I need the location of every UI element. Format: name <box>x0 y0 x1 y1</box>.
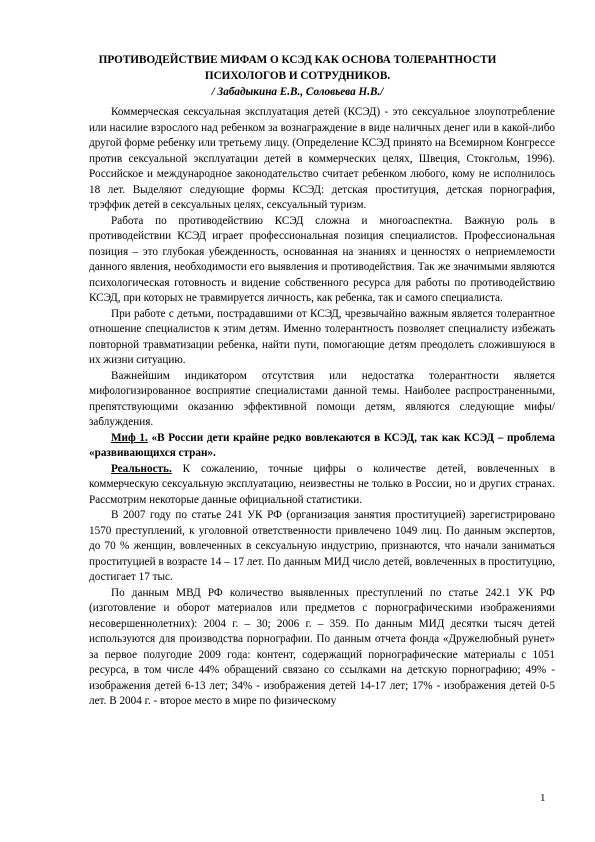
document-title <box>60 53 535 84</box>
paragraph-myth-1 <box>89 431 555 462</box>
page-number: 1 <box>540 792 546 804</box>
paragraph-myths-intro: Важнейшим индикатором отсутствия или недостатка толерантности является мифологизированное восприятие специалистами данной темы. Наиболее распространенными, препятствующими оказанию эффективной помощи детям, являются следующие мифы/ заблуждения. <box>89 369 555 428</box>
paragraph-stats-241: В 2007 году по статье 241 УК РФ (организация занятия проституцией) зарегистрировано 1570 преступлений, к уголовной ответственности привлечено 1049 лиц. По данным экспертов, до 70 % женщин, вовлеченных в сексуальную индустрию, признаются, что начали заниматься проституцией в возрасте 14 – 17 лет. По данным МИД число детей, вовлеченных в проституцию, достигает 17 тыс. <box>89 509 555 583</box>
myth-1-label: Миф 1. <box>111 431 148 444</box>
reality-label: Реальность. <box>111 462 172 475</box>
reality-text: К сожалению, точные цифры о количестве детей, вовлеченных в коммерческую сексуальную эксплуатацию, неизвестны не только в России, но и других странах. Рассмотрим некоторые данные официальной статистики. <box>89 462 556 506</box>
paragraph-reality <box>89 462 555 509</box>
title-line-2: ПСИХОЛОГОВ И СОТРУДНИКОВ. <box>204 69 391 82</box>
paragraph-tolerance: При работе с детьми, пострадавшими от КСЭД, чрезвычайно важным является толерантное отношение специалистов к этим детям. Именно толерантность позволяет специалисту избежать повторной травматизации ребенка, найти пути, помогающие детям преодолеть сложившуюся в их жизни ситуацию. <box>89 307 555 366</box>
document-body <box>89 105 555 710</box>
paragraph-definition: Коммерческая сексуальная эксплуатация детей (КСЭД) - это сексуальное злоупотребление или насилие взрослого над ребенком за вознаграждение в виде наличных денег или в какой-либо другой форме ребенку или третьему лицу. (Определение КСЭД принято на Всемирном Конгрессе против сексуальной эксплуатации детей в коммерческих целях, Швеция, Стокгольм, 1996). Российское и международное законодательство считает ребенком любого, кому не исполнилось 18 лет. Выделяют следующие формы КСЭД: детская проституция, детская порнография, трэффик детей в сексуальных целях, сексуальный туризм. <box>89 106 555 211</box>
paragraph-stats-242: По данным МВД РФ количество выявленных преступлений по статье 242.1 УК РФ (изготовление и оборот материалов или предметов с порнографическими изображениями несовершеннолетних): 2004 г. – 30; 2006 г. – 359. По данным МИД десятки тысяч детей используются для производства порнографии. По данным отчета фонда «Дружелюбный рунет» за первое полугодие 2009 года: контент, содержащий порнографические материалы с 1051 ресурса, в том числе 44% обращений связано со ссылками на детскую порнографию; 49% - изображения детей 6-13 лет; 34% - изображения детей 14-17 лет; 17% - изображения детей 0-5 лет. В 2004 г. - второе место в мире по физическому <box>89 586 555 707</box>
title-line-1: ПРОТИВОДЕЙСТВИЕ МИФАМ О КСЭД КАК ОСНОВА ТОЛЕРАНТНОСТИ <box>98 54 497 66</box>
authors: / Забадыкина Е.В., Соловьева Н.В./ <box>211 86 384 98</box>
paragraph-professional-position: Работа по противодействию КСЭД сложна и многоаспектна. Важную роль в противодействии КСЭД играет профессиональная позиция специалистов. Профессиональная позиция – это глубокая убежденность, основанная на знаниях и ценностях о неприемлемости данного явления, необходимости его выявления и противодействия. Так же значимыми являются психологическая готовность и видение собственного ресурса для работы по противодействию КСЭД, при которых не травмируется личность, как ребенка, так и самого специалиста. <box>89 214 555 304</box>
myth-1-text: «В России дети крайне редко вовлекаются в КСЭД, так как КСЭД – проблема «развивающихся стран». <box>89 431 556 459</box>
